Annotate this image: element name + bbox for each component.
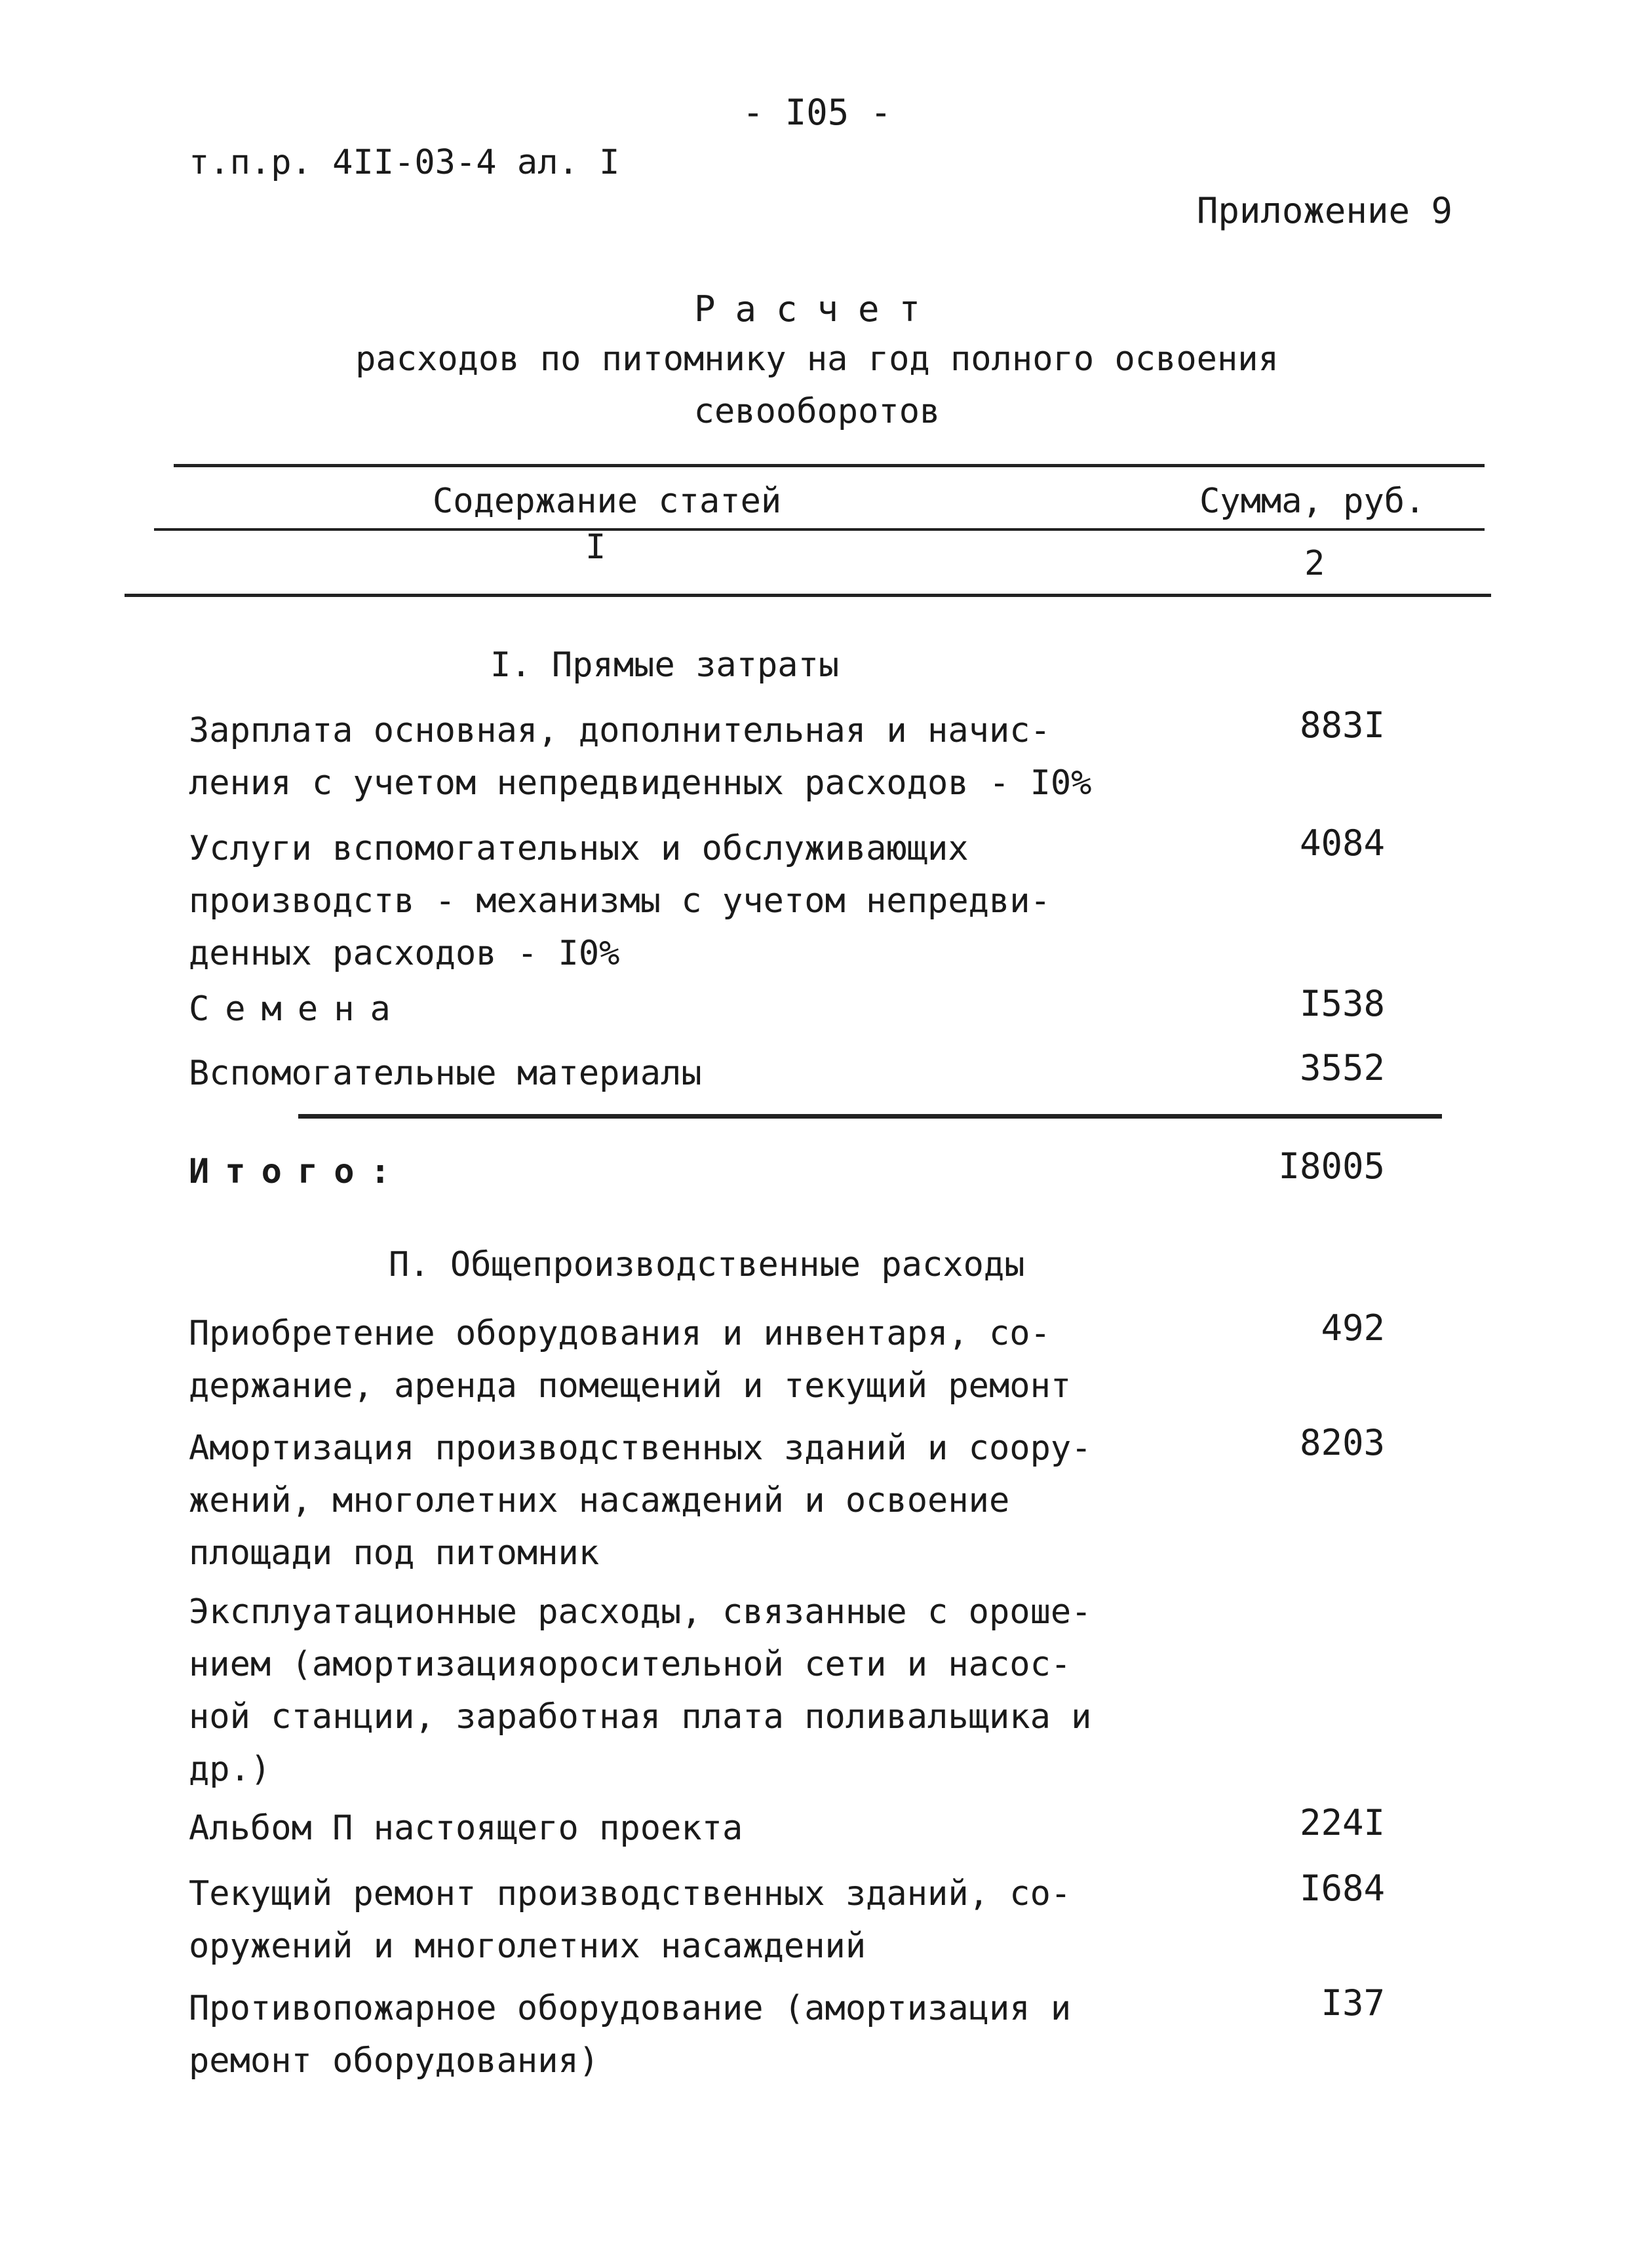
table-top-rule xyxy=(174,464,1485,467)
column-number-1: I xyxy=(585,528,606,567)
expense-item-line: Текущий ремонт производственных зданий, со- xyxy=(189,1874,1072,1913)
title-line-1: расходов по питомнику на год полного освоения xyxy=(355,339,1279,379)
expense-item-text xyxy=(189,983,1133,1035)
expense-item-line: ной станции, заработная плата поливальщика и xyxy=(189,1697,1092,1737)
expense-item-line: Услуги вспомогательных и обслуживающих xyxy=(189,829,969,868)
expense-item-text xyxy=(189,1047,1133,1100)
expense-item-line: ления с учетом непредвиденных расходов - I0% xyxy=(189,763,1092,803)
expense-item-line: Вспомогательные материалы xyxy=(189,1054,702,1093)
title-word: Расчет xyxy=(693,288,941,330)
expense-item-line: держание, аренда помещений и текущий ремонт xyxy=(189,1366,1072,1406)
expense-item-line: площади под питомник xyxy=(189,1533,600,1573)
expense-item-amount: 883I xyxy=(1299,704,1385,746)
expense-item-amount: 224I xyxy=(1299,1802,1385,1843)
expense-item-line: жений, многолетних насаждений и освоение xyxy=(189,1481,1010,1520)
column-header-amount: Сумма, руб. xyxy=(1199,482,1426,521)
expense-item-line: Противопожарное оборудование (амортизация и xyxy=(189,1989,1072,2028)
document-title xyxy=(0,288,1634,444)
expense-item-amount: I684 xyxy=(1299,1868,1385,1909)
expense-item-line: Альбом П настоящего проекта xyxy=(189,1809,743,1848)
expense-item-amount: 8203 xyxy=(1299,1422,1385,1463)
table-header-rule xyxy=(154,528,1485,531)
section-1-heading: I. Прямые затраты xyxy=(490,645,840,685)
expense-item-text xyxy=(189,704,1133,809)
expense-item-line: Зарплата основная, дополнительная и начис- xyxy=(189,711,1051,750)
expense-item-amount: 3552 xyxy=(1299,1047,1385,1088)
expense-item-amount: 492 xyxy=(1321,1307,1385,1349)
expense-item-text xyxy=(189,1868,1133,1972)
expense-item-amount: I37 xyxy=(1321,1982,1385,2024)
expense-item-amount: 4084 xyxy=(1299,822,1385,864)
section-2-heading: П. Общепроизводственные расходы xyxy=(389,1245,1025,1284)
column-header-contents: Содержание статей xyxy=(433,482,782,521)
total-label: Итого: xyxy=(189,1152,406,1191)
expense-item-line: ремонт оборудования) xyxy=(189,2041,600,2081)
expense-item-text xyxy=(189,1802,1133,1855)
expense-item-line: нием (амортизацияоросительной сети и насос- xyxy=(189,1645,1072,1684)
expense-item-amount: I538 xyxy=(1299,983,1385,1024)
subtotal-rule xyxy=(298,1114,1442,1119)
expense-item-line: Эксплуатационные расходы, связанные с ороше- xyxy=(189,1592,1092,1632)
expense-item-line: оружений и многолетних насаждений xyxy=(189,1927,866,1966)
title-line-2: севооборотов xyxy=(693,392,941,431)
document-code: т.п.р. 4II-03-4 ал. I xyxy=(189,143,620,182)
expense-item-line: Амортизация производственных зданий и соору- xyxy=(189,1429,1092,1468)
expense-item-line: производств - механизмы с учетом непредви- xyxy=(189,881,1051,921)
expense-item-text xyxy=(189,1422,1133,1579)
column-number-2: 2 xyxy=(1304,544,1325,583)
expense-item-text xyxy=(189,1586,1133,1796)
table-header-bottom-rule xyxy=(125,594,1491,597)
appendix-label: Приложение 9 xyxy=(1196,190,1452,231)
expense-item-line: Семена xyxy=(189,990,406,1029)
expense-item-text xyxy=(189,822,1133,980)
expense-item-line: др.) xyxy=(189,1750,271,1789)
expense-item-text xyxy=(189,1982,1133,2087)
page-number: - I05 - xyxy=(742,92,892,133)
expense-item-line: Приобретение оборудования и инвентаря, со- xyxy=(189,1314,1051,1353)
total-amount: I8005 xyxy=(1278,1145,1385,1187)
expense-item-text xyxy=(189,1307,1133,1412)
expense-item-line: денных расходов - I0% xyxy=(189,934,620,973)
